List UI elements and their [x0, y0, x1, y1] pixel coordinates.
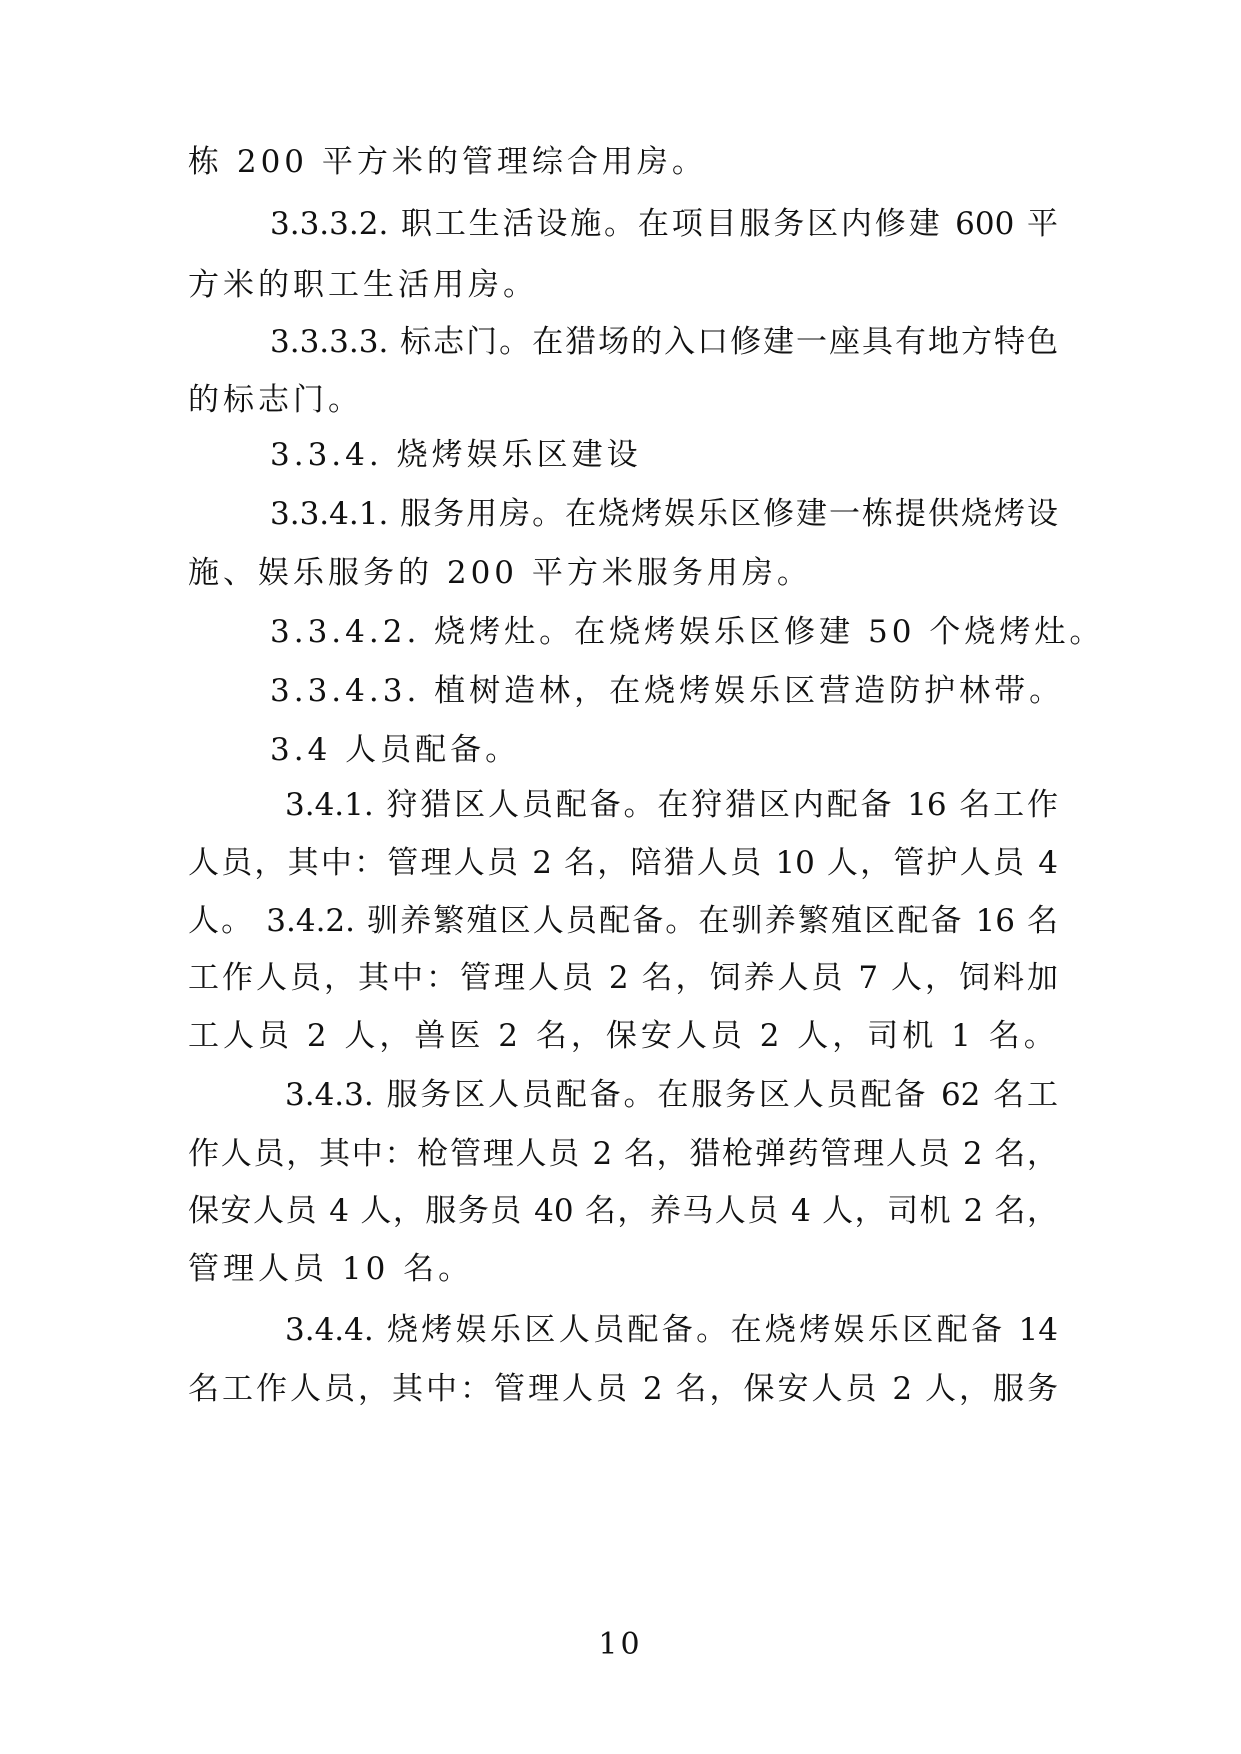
text-line: 名工作人员，其中：管理人员 2 名，保安人员 2 人，服务 — [188, 1371, 1058, 1407]
text-line: 工作人员，其中：管理人员 2 名，饲养人员 7 人，饲料加 — [188, 960, 1058, 996]
text-line: 栋 200 平方米的管理综合用房。 — [188, 144, 707, 180]
text-line: 3.3.4.2. 烧烤灶。在烧烤娱乐区修建 50 个烧烤灶。 — [270, 614, 1105, 650]
text-line: 3.3.3.2. 职工生活设施。在项目服务区内修建 600 平 — [270, 206, 1058, 242]
text-line: 保安人员 4 人，服务员 40 名，养马人员 4 人，司机 2 名， — [188, 1193, 1058, 1229]
text-line: 3.4.3. 服务区人员配备。在服务区人员配备 62 名工 — [285, 1077, 1058, 1113]
text-line: 3.4.1. 狩猎区人员配备。在狩猎区内配备 16 名工作 — [285, 787, 1058, 823]
text-line: 3.4.4. 烧烤娱乐区人员配备。在烧烤娱乐区配备 14 — [285, 1312, 1058, 1348]
text-line: 3.3.4.3. 植树造林，在烧烤娱乐区营造防护林带。 — [270, 673, 1065, 709]
text-line: 工人员 2 人，兽医 2 名，保安人员 2 人，司机 1 名。 — [188, 1018, 1059, 1054]
section-heading: 3.3.4. 烧烤娱乐区建设 — [270, 437, 642, 473]
text-line: 方米的职工生活用房。 — [188, 267, 538, 303]
text-line: 3.3.3.3. 标志门。在猎场的入口修建一座具有地方特色 — [270, 324, 1058, 360]
text-line: 作人员，其中：枪管理人员 2 名，猎枪弹药管理人员 2 名， — [188, 1136, 1058, 1172]
section-heading: 3.4 人员配备。 — [270, 732, 521, 768]
page-number: 10 — [598, 1627, 643, 1662]
text-line: 施、娱乐服务的 200 平方米服务用房。 — [188, 555, 812, 591]
text-line: 人。 3.4.2. 驯养繁殖区人员配备。在驯养繁殖区配备 16 名 — [188, 903, 1058, 939]
text-line: 管理人员 10 名。 — [188, 1251, 474, 1287]
text-line: 的标志门。 — [188, 382, 363, 418]
text-line: 人员，其中：管理人员 2 名，陪猎人员 10 人，管护人员 4 — [188, 845, 1058, 881]
text-line: 3.3.4.1. 服务用房。在烧烤娱乐区修建一栋提供烧烤设 — [270, 496, 1058, 532]
